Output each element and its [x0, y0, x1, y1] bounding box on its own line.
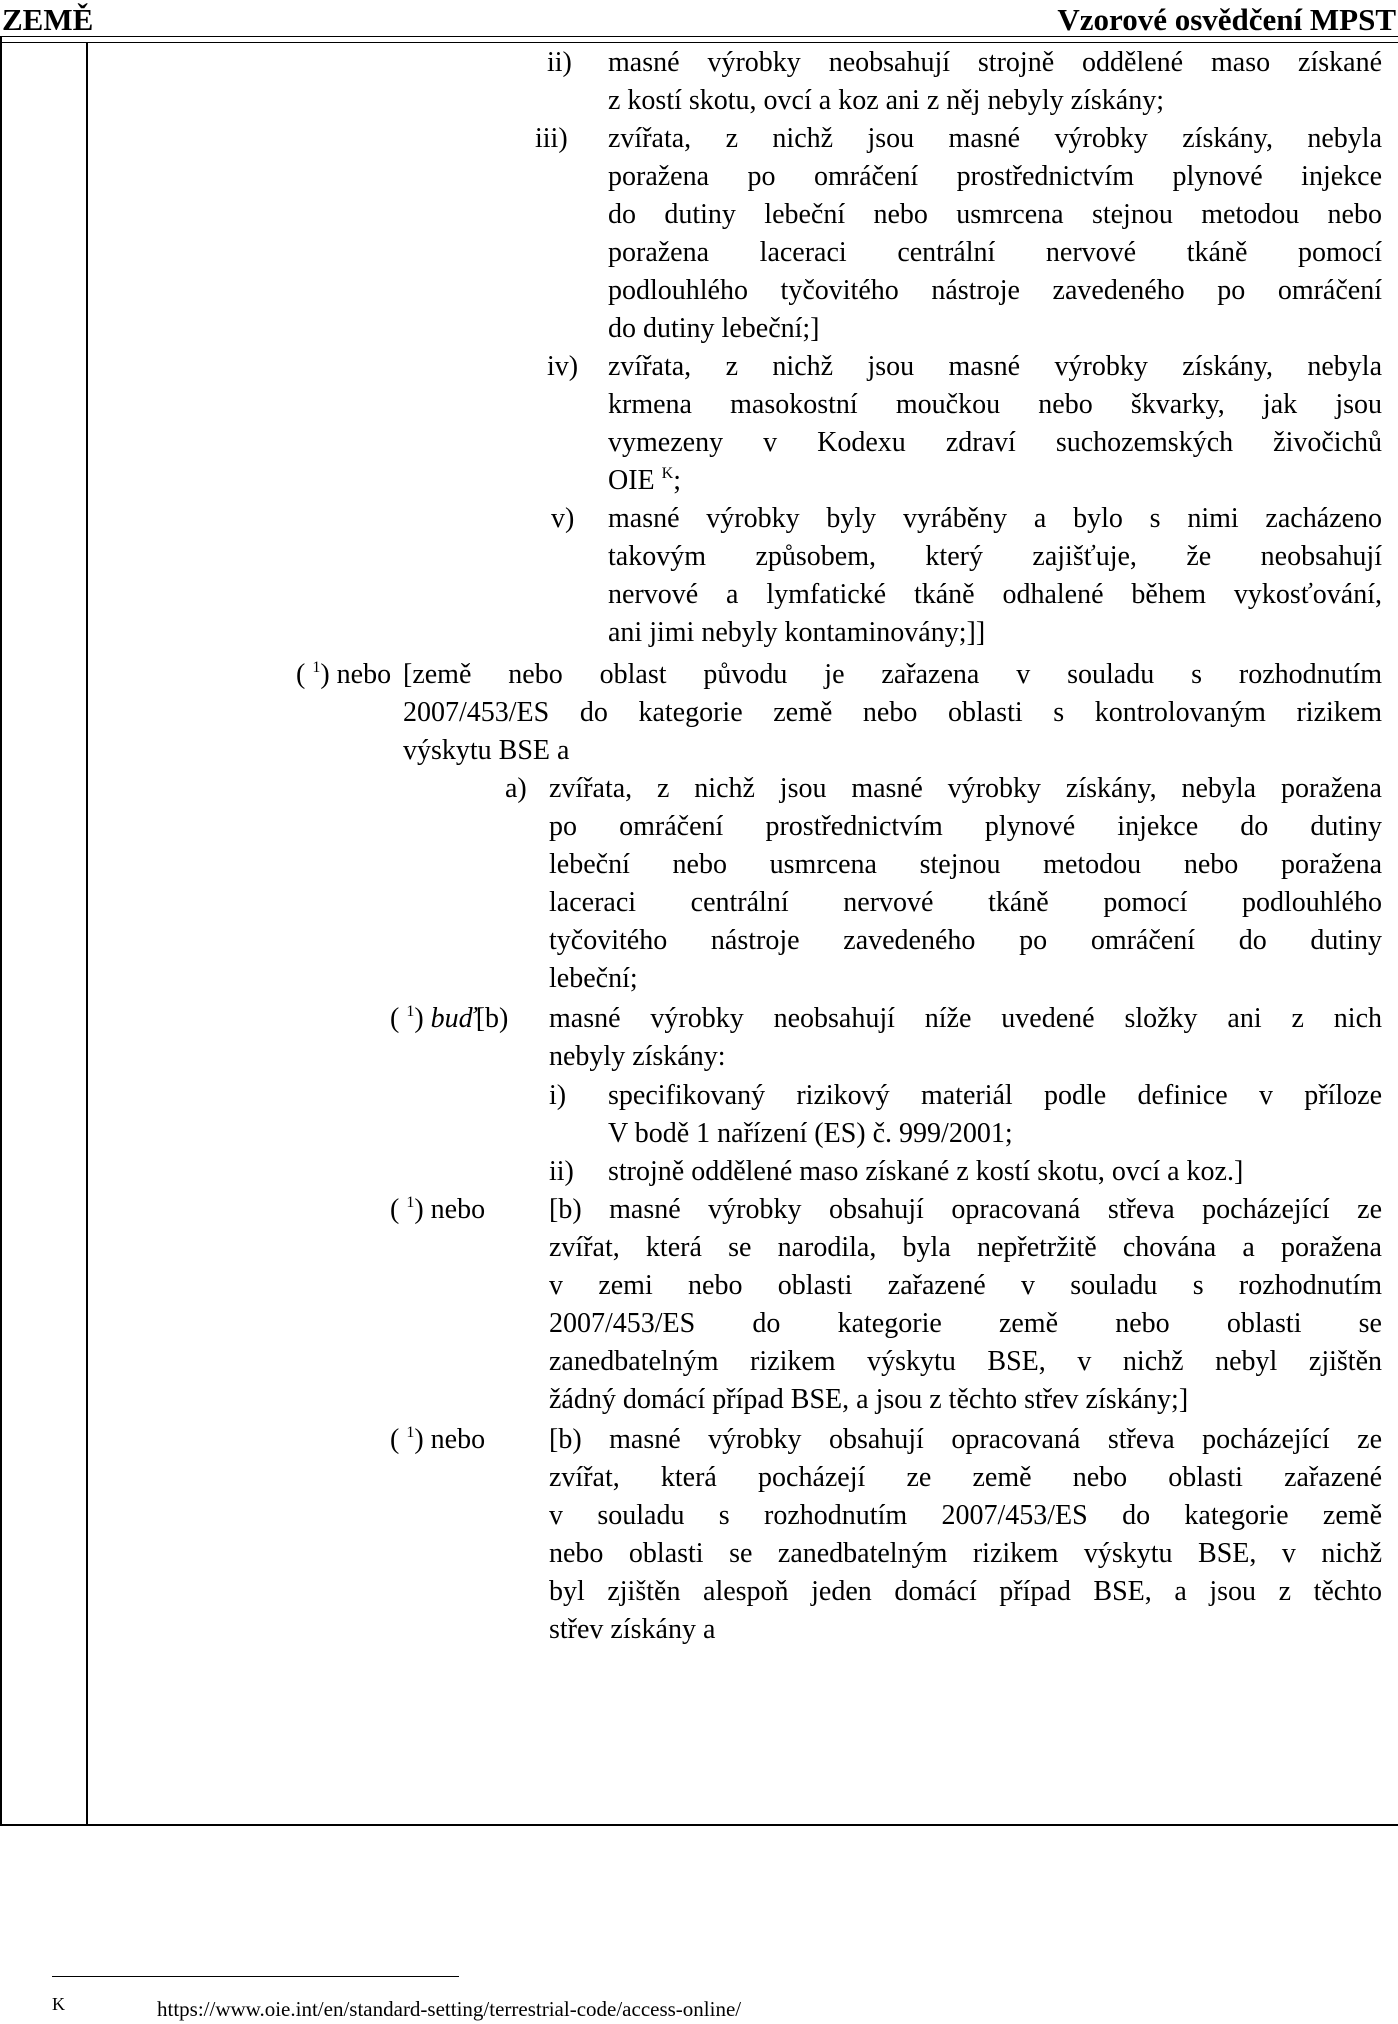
- footnote-url: https://www.oie.int/en/standard-setting/terrestrial-code/access-online/: [157, 1997, 742, 2021]
- item-b-ii-line: strojně oddělené maso získané z kostí skotu, ovcí a koz.]: [608, 1156, 1244, 1187]
- item-iv-line: vymezeny v Kodexu zdraví suchozemských živočichů: [608, 427, 1382, 458]
- casings-origin-line: nebo oblasti se zanedbatelným rizikem výskytu BSE, v nichž: [549, 1538, 1382, 1569]
- item-ii-line: masné výrobky neobsahují strojně oddělené maso získané: [608, 47, 1382, 78]
- item-iii-line: poražena laceraci centrální nervové tkáně pomocí: [608, 237, 1382, 268]
- header-certificate-title: Vzorové osvědčení MPST: [1057, 2, 1396, 37]
- controlled-risk-line: výskytu BSE a: [403, 735, 570, 766]
- casings-negligible-line: zanedbatelným rizikem výskytu BSE, v nichž nebyl zjištěn: [549, 1346, 1382, 1377]
- item-a-line: tyčovitého nástroje zavedeného po omráčení do dutiny: [549, 925, 1382, 956]
- table-column-divider: [86, 42, 88, 1824]
- casings-negligible-line: [b) masné výrobky obsahují opracovaná střeva pocházející ze: [549, 1194, 1382, 1225]
- item-v-line: ani jimi nebyly kontaminovány;]]: [608, 617, 986, 648]
- table-top-rule: [0, 42, 1398, 43]
- item-iv-label: iv): [547, 351, 579, 382]
- item-ii-label: ii): [547, 47, 572, 78]
- item-a-line: lebeční nebo usmrcena stejnou metodou nebo poražena: [549, 849, 1382, 880]
- footnote-mark: K: [52, 1994, 65, 2014]
- item-iv-end: ;: [673, 465, 681, 496]
- item-b-i-line: V bodě 1 nařízení (ES) č. 999/2001;: [608, 1118, 1013, 1149]
- casings-negligible-line: 2007/453/ES do kategorie země nebo oblasti se: [549, 1308, 1382, 1339]
- item-v-line: takovým způsobem, který zajišťuje, že neobsahují: [608, 541, 1382, 572]
- item-ii-line: z kostí skotu, ovcí a koz ani z něj nebyly získány;: [608, 85, 1164, 116]
- item-v-line: nervové a lymfatické tkáně odhalené během vykosťování,: [608, 579, 1382, 610]
- item-b-i-line: specifikovaný rizikový materiál podle definice v příloze: [608, 1080, 1382, 1111]
- casings-origin-line: střev získány a: [549, 1614, 716, 1645]
- item-iv-line: zvířata, z nichž jsou masné výrobky získány, nebyla: [608, 351, 1382, 382]
- footnote-separator: [52, 1976, 459, 1977]
- item-a-line: laceraci centrální nervové tkáně pomocí podlouhlého: [549, 887, 1382, 918]
- casings-origin-line: byl zjištěn alespoň jeden domácí případ BSE, a jsou z těchto: [549, 1576, 1382, 1607]
- item-iv-last-line: [608, 462, 681, 500]
- item-iii-line: poražena po omráčení prostřednictvím plynové injekce: [608, 161, 1382, 192]
- oie-abbreviation: OIE: [608, 465, 655, 496]
- item-iv-line: krmena masokostní moučkou nebo škvarky, jak jsou: [608, 389, 1382, 420]
- casings-negligible-line: žádný domácí případ BSE, a jsou z těchto střev získány;]: [549, 1384, 1189, 1415]
- item-a-line: lebeční;: [549, 963, 638, 994]
- item-b-line: masné výrobky neobsahují níže uvedené složky ani z nich: [549, 1003, 1382, 1034]
- option-nebo-marker: ( $^1$) nebo: [390, 1424, 486, 1455]
- option-nebo-marker: ( $^1$) nebo: [296, 659, 392, 690]
- item-iii-label: iii): [535, 123, 568, 154]
- item-a-line: zvířata, z nichž jsou masné výrobky získány, nebyla poražena: [549, 773, 1382, 804]
- controlled-risk-line: [země nebo oblast původu je zařazena v souladu s rozhodnutím: [403, 659, 1382, 690]
- header-country-label: ZEMĚ: [2, 2, 94, 37]
- controlled-risk-line: 2007/453/ES do kategorie země nebo oblasti s kontrolovaným rizikem: [403, 697, 1382, 728]
- item-b-i-label: i): [549, 1080, 567, 1111]
- item-iii-line: do dutiny lebeční;]: [608, 313, 820, 344]
- item-b-ii-label: ii): [549, 1156, 574, 1187]
- item-a-label: a): [505, 773, 527, 804]
- casings-origin-line: [b) masné výrobky obsahují opracovaná střeva pocházející ze: [549, 1424, 1382, 1455]
- item-iii-line: do dutiny lebeční nebo usmrcena stejnou metodou nebo: [608, 199, 1382, 230]
- item-iii-line: zvířata, z nichž jsou masné výrobky získány, nebyla: [608, 123, 1382, 154]
- casings-origin-line: zvířat, která pocházejí ze země nebo oblasti zařazené: [549, 1462, 1382, 1493]
- item-b-line: nebyly získány:: [549, 1041, 726, 1072]
- casings-origin-line: v souladu s rozhodnutím 2007/453/ES do kategorie země: [549, 1500, 1382, 1531]
- option-nebo-marker: ( $^1$) nebo: [390, 1194, 486, 1225]
- option-bud-marker: ( $^1$) buď[b): [390, 1003, 509, 1034]
- footnote-ref-k: K: [661, 465, 674, 482]
- item-v-label: v): [551, 503, 575, 534]
- item-v-line: masné výrobky byly vyráběny a bylo s nimi zacházeno: [608, 503, 1382, 534]
- casings-negligible-line: zvířat, která se narodila, byla nepřetržitě chována a poražena: [549, 1232, 1382, 1263]
- casings-negligible-line: v zemi nebo oblasti zařazené v souladu s rozhodnutím: [549, 1270, 1382, 1301]
- item-iii-line: podlouhlého tyčovitého nástroje zavedeného po omráčení: [608, 275, 1382, 306]
- item-a-line: po omráčení prostřednictvím plynové injekce do dutiny: [549, 811, 1382, 842]
